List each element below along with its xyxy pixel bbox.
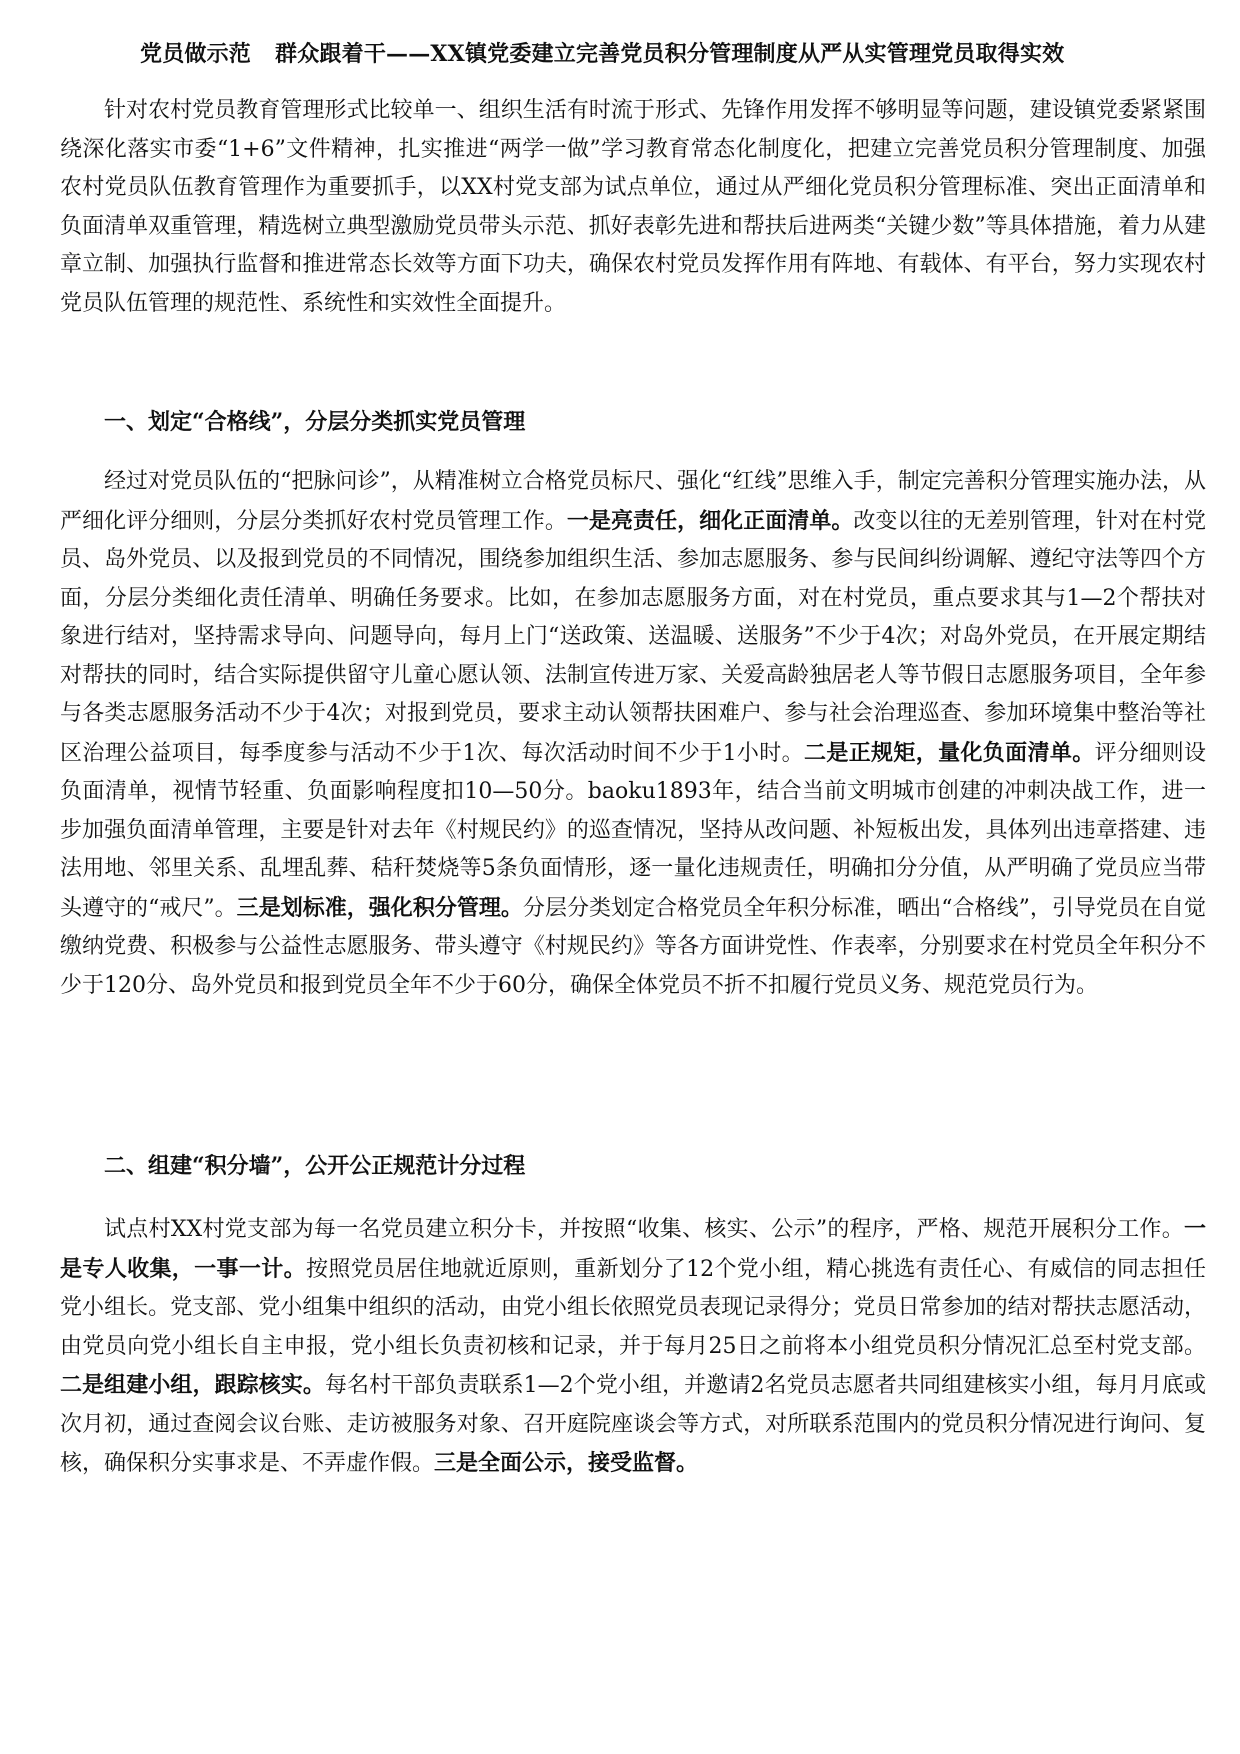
document-title bbox=[140, 36, 1200, 72]
section-2-text-3: 每名村干部负责联系1—2个党小组，并邀请2名党员志愿者共同组建核实小组，每月月底或次月初，通过查阅会议台账、走访被服务对象、召开庭院座谈会等方式，对所联系范围内的党员积分情况进行询问、复核，确保积分实事求是、不弄虚作假。 bbox=[60, 1373, 1206, 1476]
section-1-bold-2: 二是正规矩，量化负面清单。 bbox=[803, 739, 1095, 766]
intro-paragraph: 针对农村党员教育管理形式比较单一、组织生活有时流于形式、先锋作用发挥不够明显等问题，建设镇党委紧紧围绕深化落实市委“1+6”文件精神，扎实推进“两学一做”学习教育常态化制度化，把建立完善党员积分管理制度、加强农村党员队伍教育管理作为重要抓手，以XX村党支部为试点单位，通过从严细化党员积分管理标准、突出正面清单和负面清单双重管理，精选树立典型激励党员带头示范、抓好表彰先进和帮扶后进两类“关键少数”等具体措施，着力从建章立制、加强执行监督和推进常态长效等方面下功夫，确保农村党员发挥作用有阵地、有载体、有平台，努力实现农村党员队伍管理的规范性、系统性和实效性全面提升。 bbox=[60, 98, 1206, 316]
section-1-text-4: 分层分类划定合格党员全年积分标准，晒出“合格线”，引导党员在自觉缴纳党费、积极参与公益性志愿服务、带头遵守《村规民约》等各方面讲党性、作表率，分别要求在村党员全年积分不少于120分、岛外党员和报到党员全年不少于60分，确保全体党员不折不扣履行党员义务、规范党员行为。 bbox=[60, 895, 1206, 998]
section-1-text-1: 经过对党员队伍的“把脉问诊”，从精准树立合格党员标尺、强化“红线”思维入手，制定完善积分管理实施办法，从严细化评分细则，分层分类抓好农村党员管理工作。 bbox=[60, 469, 1206, 534]
section-1-bold-3: 三是划标准，强化积分管理。 bbox=[236, 894, 523, 921]
title-part-1: 党员做示范 bbox=[140, 41, 252, 67]
section-2-paragraph bbox=[60, 1210, 1206, 1484]
section-2-bold-2: 二是组建小组，跟踪核实。 bbox=[60, 1372, 325, 1398]
section-2-bold-1: 一是专人收集，一事一计。 bbox=[60, 1216, 1206, 1282]
section-2-text-2: 按照党员居住地就近原则，重新划分了12个党小组，精心挑选有责任心、有威信的同志担任党小组长。党支部、党小组集中组织的活动，由党小组长依照党员表现记录得分；党员日常参加的结对帮扶志愿活动，由党员向党小组长自主申报，党小组长负责初核和记录，并于每月25日之前将本小组党员积分情况汇总至村党支部。 bbox=[60, 1256, 1206, 1359]
section-1-text-2: 改变以往的无差别管理，针对在村党员、岛外党员、以及报到党员的不同情况，围绕参加组织生活、参加志愿服务、参与民间纠纷调解、遵纪守法等四个方面，分层分类细化责任清单、明确任务要求。比如，在参加志愿服务方面，对在村党员，重点要求其与1—2个帮扶对象进行结对，坚持需求导向、问题导向，每月上门“送政策、送温暖、送服务”不少于4次；对岛外党员，在开展定期结对帮扶的同时，结合实际提供留守儿童心愿认领、法制宣传进万家、关爱高龄独居老人等节假日志愿服务项目，全年参与各类志愿服务活动不少于4次；对报到党员，要求主动认领帮扶困难户、参与社会治理巡查、参加环境集中整治等社区治理公益项目，每季度参与活动不少于1次、每次活动时间不少于1小时。 bbox=[60, 508, 1206, 766]
section-1-heading: 一、划定“合格线”，分层分类抓实党员管理 bbox=[104, 409, 526, 435]
section-2-heading: 二、组建“积分墙”，公开公正规范计分过程 bbox=[104, 1153, 526, 1179]
section-1-bold-1: 一是亮责任，细化正面清单。 bbox=[566, 507, 854, 534]
section-2-bold-3: 三是全面公示，接受监督。 bbox=[434, 1450, 699, 1476]
section-2-text-1: 试点村XX村党支部为每一名党员建立积分卡，并按照“收集、核实、公示”的程序，严格、规范开展积分工作。 bbox=[104, 1217, 1184, 1242]
section-1-paragraph bbox=[60, 463, 1206, 1005]
title-part-2: 群众跟着干——XX镇党委建立完善党员积分管理制度从严从实管理党员取得实效 bbox=[275, 41, 1065, 67]
section-1-text-3: 评分细则设负面清单，视情节轻重、负面影响程度扣10—50分。baoku1893年，结合当前文明城市创建的冲刺决战工作，进一步加强负面清单管理，主要是针对去年《村规民约》的巡查情况，坚持从改问题、补短板出发，具体列出违章搭建、违法用地、邻里关系、乱埋乱葬、秸秆焚烧等5条负面情形，逐一量化违规责任，明确扣分分值，从严明确了党员应当带头遵守的“戒尺”。 bbox=[60, 740, 1206, 921]
